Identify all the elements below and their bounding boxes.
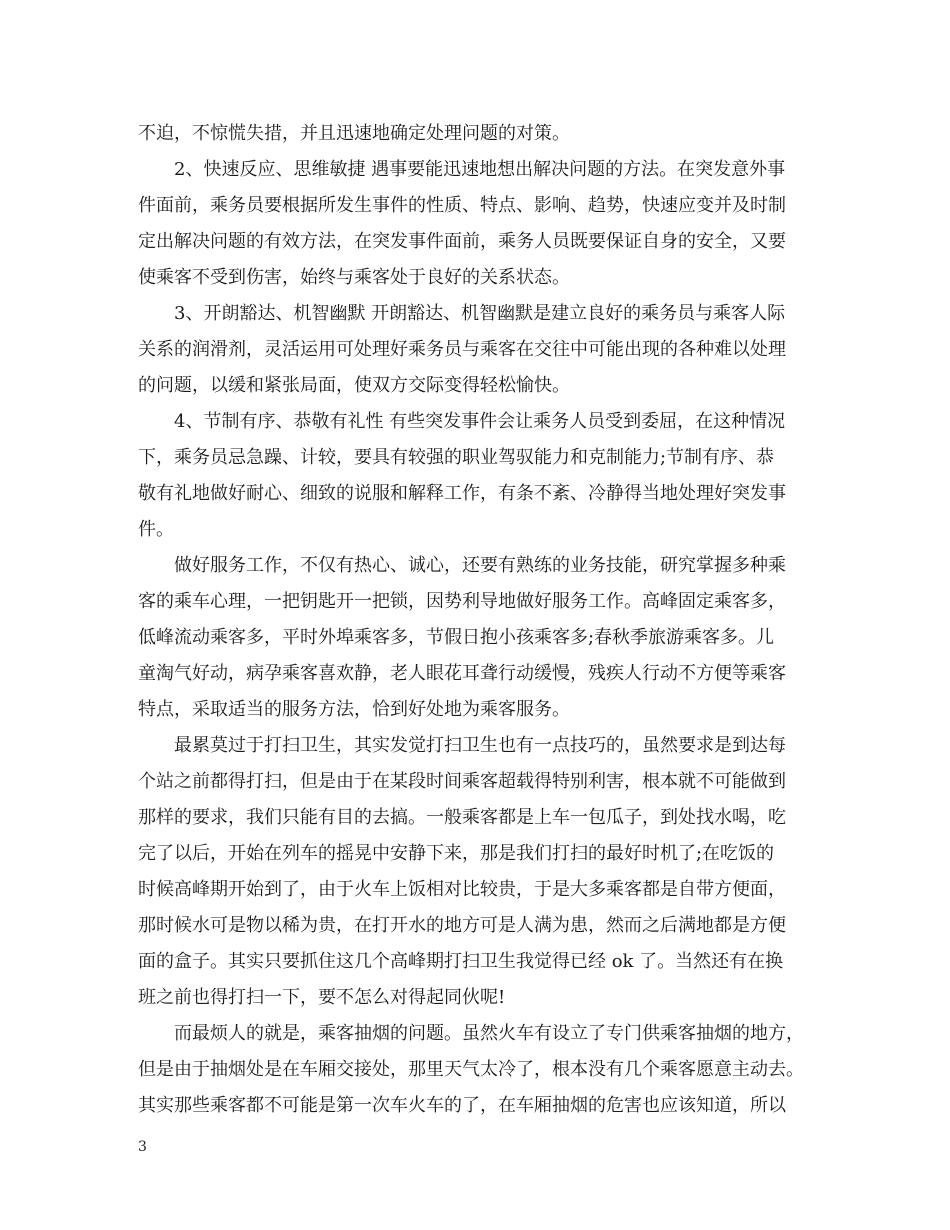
text-line: 做好服务工作，不仅有热心、诚心，还要有熟练的业务技能，研究掌握多种乘	[174, 555, 786, 576]
text-line: 面的盒子。其实只要抓住这几个高峰期打扫卫生我觉得已经 ok 了。当然还有在换	[138, 951, 784, 972]
text-line: 而最烦人的就是，乘客抽烟的问题。虽然火车有设立了专门供乘客抽烟的地方，	[174, 1023, 804, 1044]
text-line: 个站之前都得打扫，但是由于在某段时间乘客超载得特别利害，根本就不可能做到	[138, 771, 786, 792]
text-line: 下，乘务员忌急躁、计较，要具有较强的职业驾驭能力和克制能力;节制有序、恭	[138, 447, 775, 468]
text-line: 不迫，不惊慌失措，并且迅速地确定处理问题的对策。	[138, 123, 570, 144]
text-line: 3、开朗豁达、机智幽默 开朗豁达、机智幽默是建立良好的乘务员与乘客人际	[174, 303, 786, 324]
text-line: 关系的润滑剂，灵活运用可处理好乘务员与乘客在交往中可能出现的各种难以处理	[138, 339, 786, 360]
text-line: 2、快速反应、思维敏捷 遇事要能迅速地想出解决问题的方法。在突发意外事	[174, 159, 786, 180]
text-line: 件面前，乘务员要根据所发生事件的性质、特点、影响、趋势，快速应变并及时制	[138, 195, 786, 216]
text-line: 最累莫过于打扫卫生，其实发觉打扫卫生也有一点技巧的，虽然要求是到达每	[174, 735, 786, 756]
text-line: 客的乘车心理，一把钥匙开一把锁，因势利导地做好服务工作。高峰固定乘客多，	[138, 591, 786, 612]
text-line: 的问题，以缓和紧张局面，使双方交际变得轻松愉快。	[138, 375, 570, 396]
text-line: 敬有礼地做好耐心、细致的说服和解释工作，有条不紊、冷静得当地处理好突发事	[138, 483, 786, 504]
text-line: 完了以后，开始在列车的摇晃中安静下来，那是我们打扫的最好时机了;在吃饭的	[138, 843, 775, 864]
text-line: 童淘气好动，病孕乘客喜欢静，老人眼花耳聋行动缓慢，残疾人行动不方便等乘客	[138, 663, 786, 684]
text-line: 低峰流动乘客多，平时外埠乘客多，节假日抱小孩乘客多;春秋季旅游乘客多。儿	[138, 627, 775, 648]
text-line: 时候高峰期开始到了，由于火车上饭相对比较贵，于是大多乘客都是自带方便面，	[138, 879, 786, 900]
text-line: 那样的要求，我们只能有目的去搞。一般乘客都是上车一包瓜子，到处找水喝，吃	[138, 807, 786, 828]
text-line: 那时候水可是物以稀为贵，在打开水的地方可是人满为患，然而之后满地都是方便	[138, 915, 786, 936]
text-line: 使乘客不受到伤害，始终与乘客处于良好的关系状态。	[138, 267, 570, 288]
document-body	[138, 116, 814, 1124]
text-line: 4、节制有序、恭敬有礼性 有些突发事件会让乘务人员受到委屈，在这种情况	[174, 411, 786, 432]
text-line: 定出解决问题的有效方法，在突发事件面前，乘务人员既要保证自身的安全，又要	[138, 231, 786, 252]
text-line: 件。	[138, 519, 174, 540]
text-line: 特点，采取适当的服务方法，恰到好处地为乘客服务。	[138, 699, 570, 720]
text-line: 但是由于抽烟处是在车厢交接处，那里天气太冷了，根本没有几个乘客愿意主动去。	[138, 1059, 804, 1080]
page-number: 3	[138, 1139, 147, 1155]
text-line: 班之前也得打扫一下，要不怎么对得起同伙呢!	[138, 987, 506, 1008]
text-line: 其实那些乘客都不可能是第一次车火车的了，在车厢抽烟的危害也应该知道，所以	[138, 1095, 786, 1116]
